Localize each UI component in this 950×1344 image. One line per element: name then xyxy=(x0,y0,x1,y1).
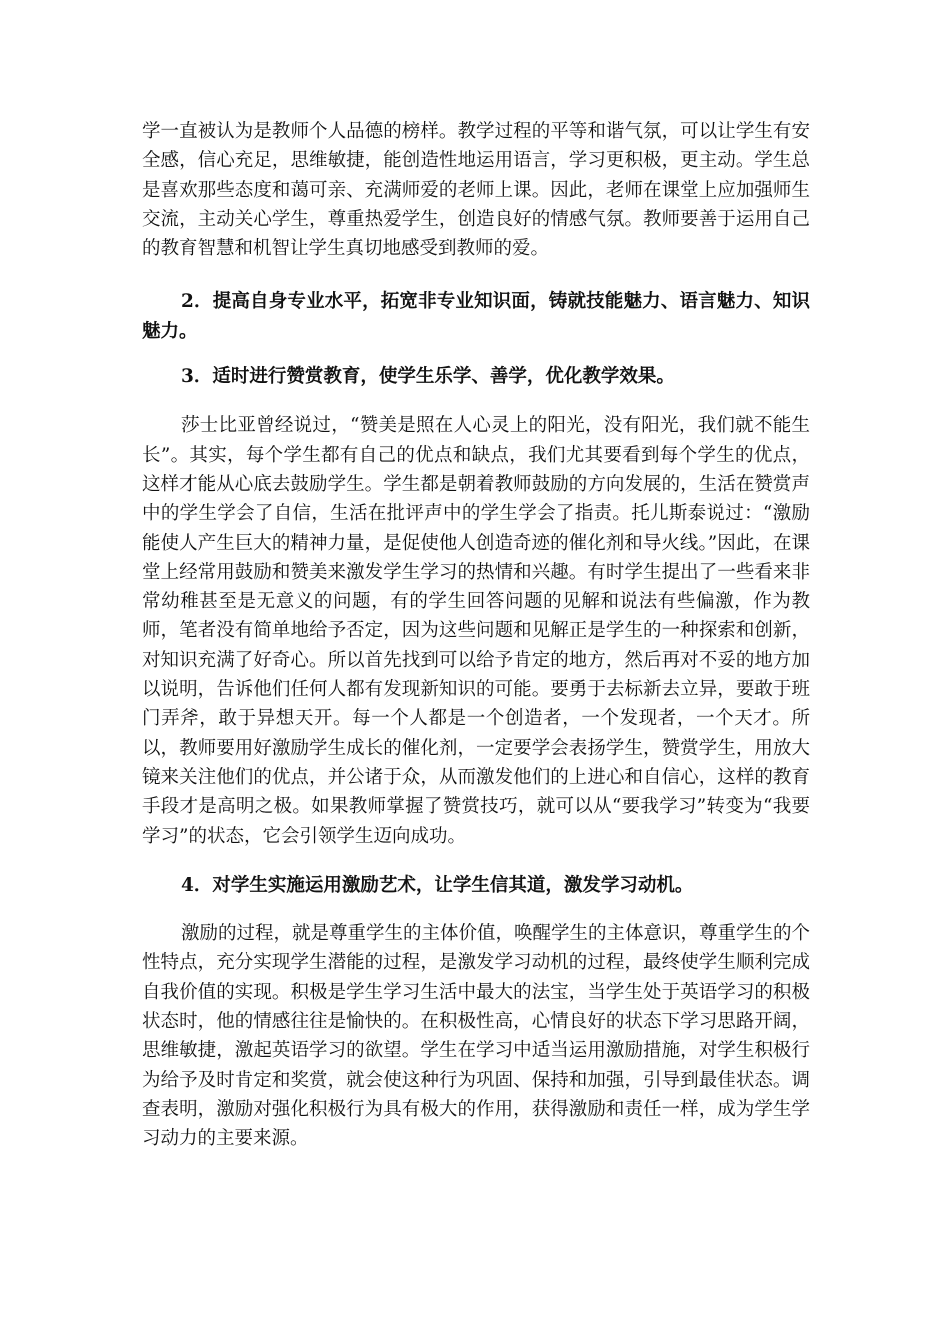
paragraph-motivation: 激励的过程，就是尊重学生的主体价值，唤醒学生的主体意识，尊重学生的个性特点，充分实现学生潜能的过程，是激发学习动机的过程，最终使学生顺利完成自我价值的实现。积极是学生学习生活中最大的法宝，当学生处于英语学习的积极状态时，他的情感往往是愉快的。在积极性高，心情良好的状态下学习思路开阔，思维敏捷，激起英语学习的欲望。学生在学习中适当运用激励措施，对学生积极行为给予及时肯定和奖赏，就会使这种行为巩固、保持和加强，引导到最佳状态。调查表明，激励对强化积极行为具有极大的作用，获得激励和责任一样，成为学生学习动力的主要来源。 xyxy=(142,923,811,1150)
document-page xyxy=(142,117,810,1154)
heading-2: 2．提高自身专业水平，拓宽非专业知识面，铸就技能魅力、语言魅力、知识魅力。 xyxy=(142,291,810,342)
paragraph-praise: 莎士比亚曾经说过，“赞美是照在人心灵上的阳光，没有阳光，我们就不能生长”。其实，每个学生都有自己的优点和缺点，我们尤其要看到每个学生的优点，这样才能从心底去鼓励学生。学生都是朝着教师鼓励的方向发展的，生活在赞赏声中的学生学会了自信，生活在批评声中的学生学会了指责。托儿斯泰说过：“激励能使人产生巨大的精神力量，是促使他人创造奇迹的催化剂和导火线。”因此，在课堂上经常用鼓励和赞美来激发学生学习的热情和兴趣。有时学生提出了一些看来非常幼稚甚至是无意义的问题，有的学生回答问题的见解和说法有些偏激，作为教师，笔者没有简单地给予否定，因为这些问题和见解正是学生的一种探索和创新，对知识充满了好奇心。所以首先找到可以给予肯定的地方，然后再对不妥的地方加以说明，告诉他们任何人都有发现新知识的可能。要勇于去标新去立异，要敢于班门弄斧，敢于异想天开。每一个人都是一个创造者，一个发现者，一个天才。所以，教师要用好激励学生成长的催化剂，一定要学会表扬学生，赞赏学生，用放大镜来关注他们的优点，并公诸于众，从而激发他们的上进心和自信心，这样的教育手段才是高明之极。如果教师掌握了赞赏技巧，就可以从“要我学习”转变为“我要学习”的状态，它会引领学生迈向成功。 xyxy=(142,415,810,847)
paragraph-intro: 学一直被认为是教师个人品德的榜样。教学过程的平等和谐气氛，可以让学生有安全感，信心充足，思维敏捷，能创造性地运用语言，学习更积极，更主动。学生总是喜欢那些态度和蔼可亲、充满师爱的老师上课。因此，老师在课堂上应加强师生交流，主动关心学生，尊重热爱学生，创造良好的情感气氛。教师要善于运用自己的教育智慧和机智让学生真切地感受到教师的爱。 xyxy=(142,121,810,260)
heading-3: 3．适时进行赞赏教育，使学生乐学、善学，优化教学效果。 xyxy=(181,366,675,388)
heading-4: 4．对学生实施运用激励艺术，让学生信其道，激发学习动机。 xyxy=(181,874,694,896)
